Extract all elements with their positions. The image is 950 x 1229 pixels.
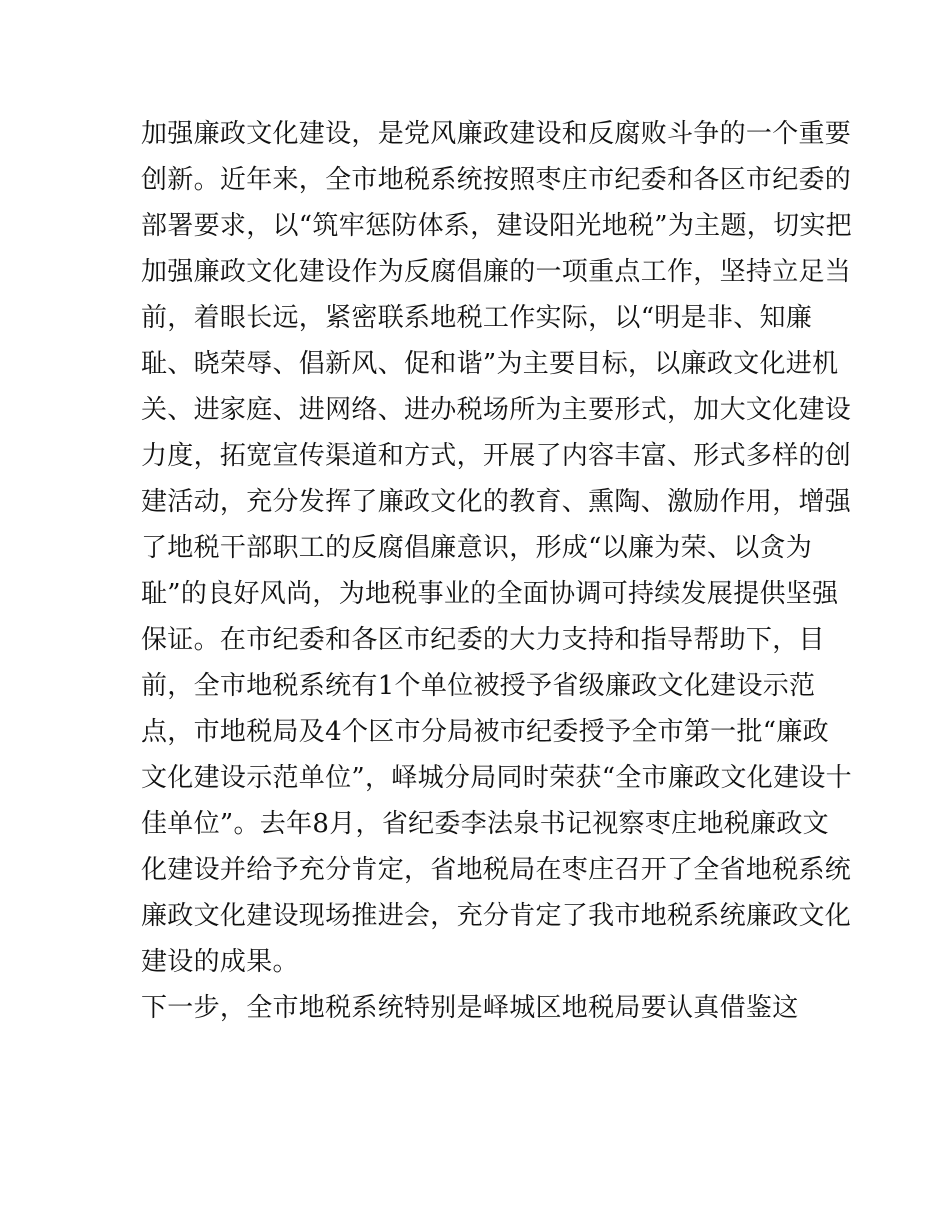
text-line: 耻”的良好风尚，为地税事业的全面协调可持续发展提供坚强: [141, 579, 839, 609]
text-line: 下一步，全市地税系统特别是峄城区地税局要认真借鉴这: [141, 993, 799, 1023]
text-line: 保证。在市纪委和各区市纪委的大力支持和指导帮助下，目: [141, 625, 825, 655]
text-line: 建活动，充分发挥了廉政文化的教育、熏陶、激励作用，增强: [141, 487, 852, 517]
text-line: 加强廉政文化建设作为反腐倡廉的一项重点工作，坚持立足当: [141, 257, 852, 287]
text-line: 文化建设示范单位”，峄城分局同时荣获“全市廉政文化建设十: [141, 763, 852, 793]
text-line: 点，市地税局及4个区市分局被市纪委授予全市第一批“廉政: [141, 717, 829, 747]
text-line: 前，着眼长远，紧密联系地税工作实际，以“明是非、知廉: [141, 303, 813, 333]
text-line: 廉政文化建设现场推进会，充分肯定了我市地税系统廉政文化: [141, 901, 852, 931]
text-line: 前，全市地税系统有1个单位被授予省级廉政文化建设示范: [141, 671, 816, 701]
text-line: 力度，拓宽宣传渠道和方式，开展了内容丰富、形式多样的创: [141, 441, 852, 471]
paragraph-1: [141, 111, 852, 985]
text-line: 佳单位”。去年8月，省纪委李法泉书记视察枣庄地税廉政文: [141, 809, 829, 839]
text-line: 关、进家庭、进网络、进办税场所为主要形式，加大文化建设: [141, 395, 852, 425]
paragraph-2: [141, 985, 821, 1031]
document-body: [141, 111, 852, 1031]
text-line: 了地税干部职工的反腐倡廉意识，形成“以廉为荣、以贪为: [141, 533, 813, 563]
text-line: 创新。近年来，全市地税系统按照枣庄市纪委和各区市纪委的: [141, 165, 852, 195]
text-line: 建设的成果。: [141, 947, 299, 977]
text-line: 部署要求，以“筑牢惩防体系，建设阳光地税”为主题，切实把: [141, 211, 852, 241]
text-line: 化建设并给予充分肯定，省地税局在枣庄召开了全省地税系统: [141, 855, 852, 885]
text-line: 加强廉政文化建设，是党风廉政建设和反腐败斗争的一个重要: [141, 119, 852, 149]
text-line: 耻、晓荣辱、倡新风、促和谐”为主要目标，以廉政文化进机: [141, 349, 839, 379]
